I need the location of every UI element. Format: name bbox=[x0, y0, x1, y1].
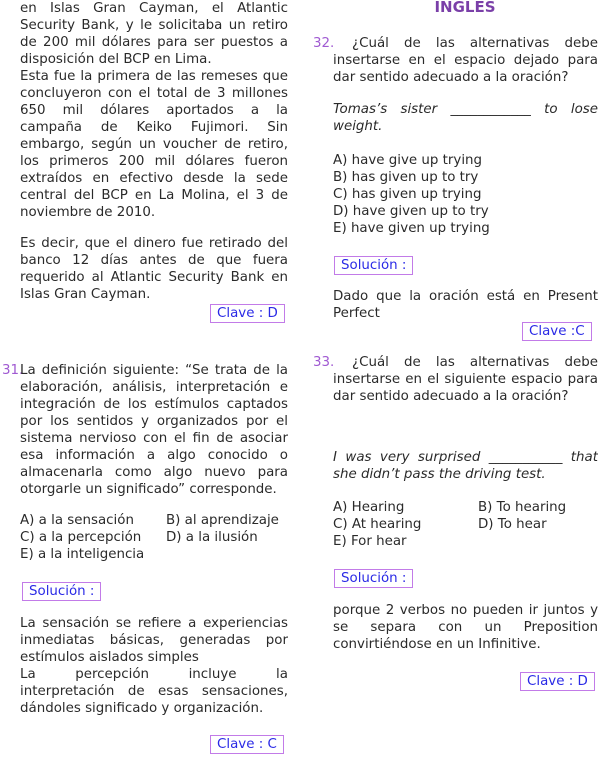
text-line: C) has given up trying bbox=[333, 187, 482, 202]
option-d: D) To hear bbox=[478, 517, 547, 532]
question-33-sentence bbox=[333, 449, 598, 483]
text-line: convirtiéndose en un Infinitive. bbox=[333, 637, 541, 652]
paragraph-remesas bbox=[20, 68, 288, 221]
option-e: E) For hear bbox=[333, 534, 407, 549]
question-number-33: 33. bbox=[313, 355, 335, 370]
option-e: E) a la inteligencia bbox=[20, 547, 145, 562]
text-line: disposición del BCP en Lima. bbox=[20, 52, 212, 67]
solution-33 bbox=[333, 602, 598, 653]
answer-key-box: Clave :C bbox=[522, 322, 592, 341]
text-line: dar sentido adecuado a la oración? bbox=[333, 70, 569, 85]
section-title: INGLES bbox=[434, 0, 496, 16]
text-line: she didn’t pass the driving test. bbox=[333, 467, 546, 482]
text-line: integración de los estímulos captados bbox=[20, 397, 288, 412]
text-line: D) have given up to try bbox=[333, 204, 489, 219]
text-line: ¿Cuál de las alternativas debe bbox=[352, 36, 598, 51]
text-line: central del BCP en La Molina, el 3 de bbox=[20, 188, 288, 203]
text-line: dándoles significado y organización. bbox=[20, 701, 264, 716]
text-line: weight. bbox=[333, 119, 383, 134]
text-line: estímulos aislados simples bbox=[20, 650, 199, 665]
text-line: Perfect bbox=[333, 306, 380, 321]
question-31-text bbox=[20, 362, 288, 498]
option-a: A) Hearing bbox=[333, 500, 405, 515]
paragraph-conclusion bbox=[20, 235, 288, 303]
text-line: A) have give up trying bbox=[333, 153, 483, 168]
text-line: banco 12 días antes de que fuera bbox=[20, 253, 288, 268]
text-line: noviembre de 2010. bbox=[20, 205, 156, 220]
text-line: Islas Gran Cayman. bbox=[20, 287, 151, 302]
text-line: insertarse en el siguiente espacio para bbox=[333, 372, 598, 387]
text-line: concluyeron con el total de 3 millones bbox=[20, 86, 288, 101]
text-line: inmediatas básicas, generadas por bbox=[20, 633, 288, 648]
text-line: campaña de Keiko Fujimori. Sin bbox=[20, 120, 288, 135]
question-number-32: 32. bbox=[313, 36, 335, 51]
text-line: esa información a algo conocido o bbox=[20, 448, 288, 463]
solution-31-part1 bbox=[20, 615, 288, 666]
text-line: Security Bank, y le solicitaba un retiro bbox=[20, 18, 288, 33]
text-line: almacenarla como algo nuevo para bbox=[20, 465, 288, 480]
text-line: E) have given up trying bbox=[333, 221, 490, 236]
text-line: Es decir, que el dinero fue retirado del bbox=[20, 236, 288, 251]
text-line: 650 mil dólares aportados a la bbox=[20, 103, 288, 118]
text-line: interpretación de esas sensaciones, bbox=[20, 684, 288, 699]
answer-key-box: Clave : D bbox=[520, 672, 595, 691]
option-c: C) At hearing bbox=[333, 517, 422, 532]
text-line: sistema nervioso con el fin de asociar bbox=[20, 431, 288, 446]
text-line: extraídos en efectivo desde la sede bbox=[20, 171, 288, 186]
question-32-text bbox=[333, 35, 598, 86]
text-line: elaboración, análisis, interpretación e bbox=[20, 380, 288, 395]
answer-key-box: Clave : D bbox=[210, 304, 285, 323]
question-number-31: 31. bbox=[2, 363, 24, 378]
solution-31-part2 bbox=[20, 666, 288, 717]
option-c: C) a la percepción bbox=[20, 530, 142, 545]
text-line: de 200 mil dólares para ser puestos a bbox=[20, 35, 288, 50]
option-b: B) To hearing bbox=[478, 500, 567, 515]
question-32-options bbox=[333, 152, 598, 237]
text-line: Esta fue la primera de las remeses que bbox=[20, 69, 288, 84]
text-line: en Islas Gran Cayman, el Atlantic bbox=[20, 1, 288, 16]
answer-key-box: Clave : C bbox=[210, 735, 284, 754]
paragraph-cayman bbox=[20, 0, 288, 68]
text-line: ¿Cuál de las alternativas debe bbox=[352, 355, 598, 370]
text-line: Dado que la oración está en Present bbox=[333, 289, 598, 304]
text-line: B) has given up to try bbox=[333, 170, 479, 185]
text-line: por los sentidos y organizados por el bbox=[20, 414, 288, 429]
option-a: A) a la sensación bbox=[20, 513, 134, 528]
solution-32 bbox=[333, 288, 598, 322]
text-line: Tomas’s sister ____________ to lose bbox=[333, 102, 598, 117]
solution-label: Solución : bbox=[334, 569, 413, 588]
text-line: La percepción incluye la bbox=[20, 667, 288, 682]
text-line: requerido al Atlantic Security Bank en bbox=[20, 270, 288, 285]
text-line: La sensación se refiere a experiencias bbox=[20, 616, 288, 631]
option-b: B) al aprendizaje bbox=[166, 513, 279, 528]
text-line: se separa con un Preposition bbox=[333, 620, 598, 635]
text-line: otorgarle un significado” corresponde. bbox=[20, 482, 277, 497]
solution-label: Solución : bbox=[334, 256, 413, 275]
text-line: dar sentido adecuado a la oración? bbox=[333, 389, 569, 404]
text-line: La definición siguiente: “Se trata de la bbox=[20, 363, 288, 378]
question-32-sentence bbox=[333, 101, 598, 135]
text-line: embargo, según un voucher de retiro, bbox=[20, 137, 288, 152]
question-33-text bbox=[333, 354, 598, 405]
option-d: D) a la ilusión bbox=[166, 530, 258, 545]
text-line: los primeros 200 mil dólares fueron bbox=[20, 154, 288, 169]
solution-label: Solución : bbox=[22, 582, 101, 601]
text-line: insertarse en el espacio dejado para bbox=[333, 53, 598, 68]
text-line: porque 2 verbos no pueden ir juntos y bbox=[333, 603, 598, 618]
text-line: I was very surprised ___________ that bbox=[333, 450, 598, 465]
